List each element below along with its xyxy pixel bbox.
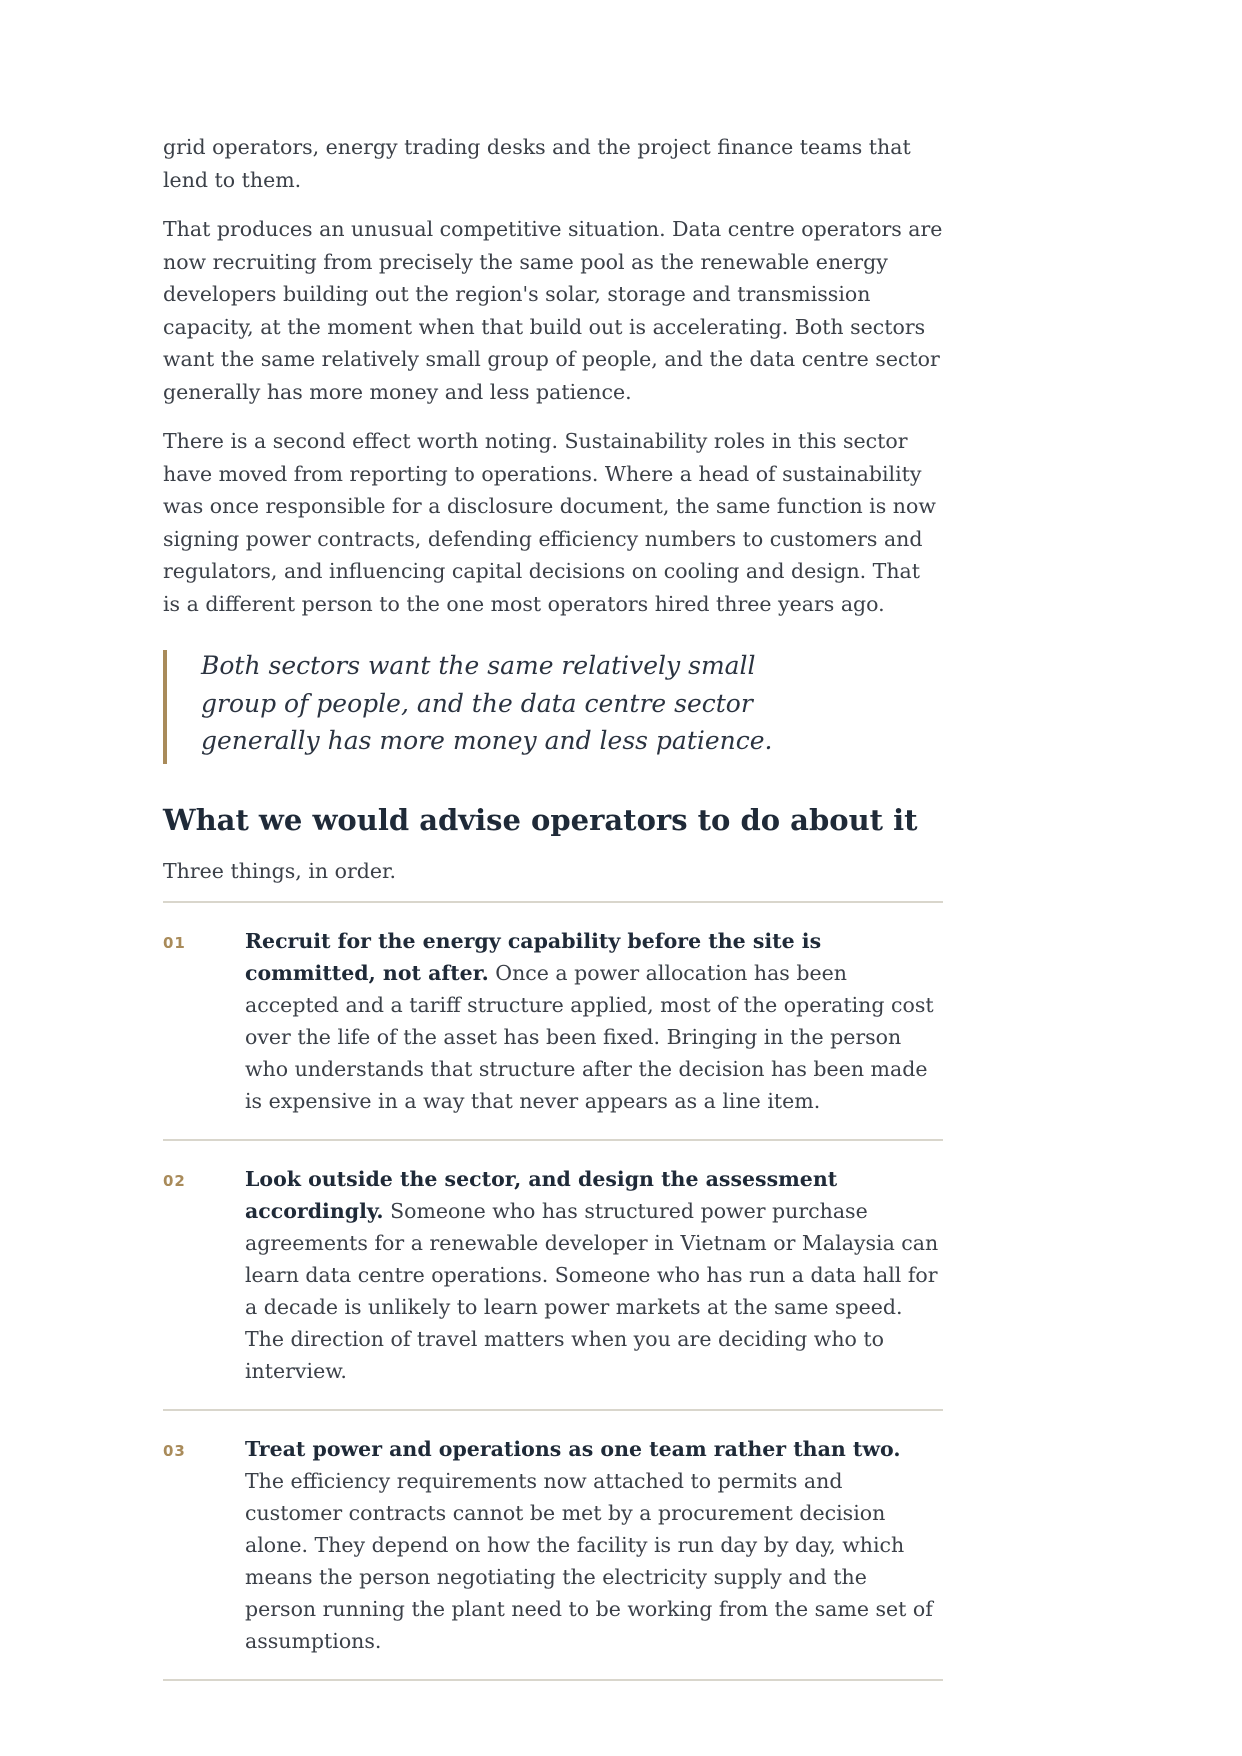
advice-item: [163, 903, 943, 1141]
advice-text: The efficiency requirements now attached to permits and customer contracts cannot be met by a procurement decision alone. They depend on how the facility is run day by day, which means the person negotiating the electricity supply and the person running the plant need to be working from the same set of assumptions.: [245, 1469, 933, 1653]
body-paragraph: There is a second effect worth noting. Sustainability roles in this sector have moved from reporting to operations. Where a head of sustainability was once responsible for a disclosure document, the same function is now signing power contracts, defending efficiency numbers to customers and regulators, and influencing capital decisions on cooling and design. That is a different person to the one most operators hired three years ago.: [163, 429, 936, 616]
body-paragraph: That produces an unusual competitive situation. Data centre operators are now recruiting from precisely the same pool as the renewable energy developers building out the region's solar, storage and transmission capacity, at the moment when that build out is accelerating. Both sectors want the same relatively small group of people, and the data centre sector generally has more money and less patience.: [163, 217, 943, 404]
advice-body: [245, 1163, 943, 1387]
advice-item: [163, 1411, 943, 1681]
advice-text: Someone who has structured power purchase agreements for a renewable developer in Vietnam or Malaysia can learn data centre operations. Someone who has run a data hall for a decade is unlikely to learn power markets at the same speed. The direction of travel matters when you are deciding who to interview.: [245, 1199, 939, 1383]
advice-lead: Treat power and operations as one team rather than two.: [245, 1437, 901, 1461]
article-content: [163, 131, 943, 1681]
advice-lead: Recruit for the energy capability before the site is committed, not after.: [245, 929, 822, 985]
section-heading: What we would advise operators to do about it: [163, 803, 918, 837]
advice-body: [245, 1433, 943, 1657]
pull-quote: [163, 650, 943, 764]
advice-number: 01: [163, 934, 186, 952]
advice-text: Once a power allocation has been accepted and a tariff structure applied, most of the operating cost over the life of the asset has been fixed. Bringing in the person who understands that structure after the decision has been made is expensive in a way that never appears as a line item.: [245, 961, 934, 1113]
advice-item: [163, 1141, 943, 1411]
advice-number: 03: [163, 1442, 186, 1460]
body-paragraph: grid operators, energy trading desks and the project finance teams that lend to them.: [163, 135, 911, 192]
section-intro: Three things, in order.: [163, 859, 397, 883]
advice-number: 02: [163, 1172, 186, 1190]
advice-list: [163, 901, 943, 1681]
advice-lead: Look outside the sector, and design the assessment accordingly.: [245, 1167, 838, 1223]
advice-body: [245, 925, 943, 1117]
pull-quote-text: Both sectors want the same relatively small group of people, and the data centre sector generally has more money and less patience.: [201, 651, 773, 755]
